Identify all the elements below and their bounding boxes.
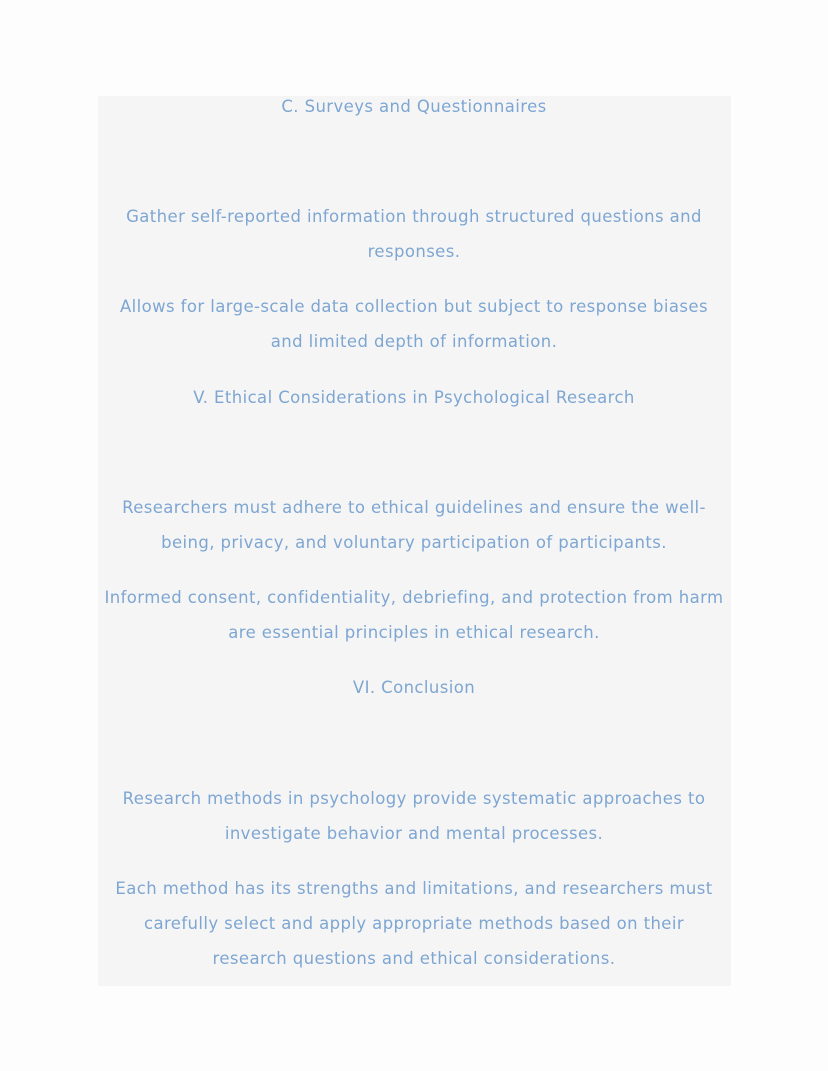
- section-heading-conclusion: VI. Conclusion: [352, 678, 476, 697]
- paragraph-surveys-1: Gather self-reported information through structured questions and responses.: [126, 207, 702, 261]
- paragraph-ethics-1: Researchers must adhere to ethical guidelines and ensure the well-being, privacy, and voluntary participation of participants.: [122, 498, 706, 552]
- paragraph-conclusion-1: Research methods in psychology provide systematic approaches to investigate behavior and mental processes.: [122, 789, 706, 843]
- section-heading-surveys: C. Surveys and Questionnaires: [281, 97, 547, 116]
- paragraph-surveys-2: Allows for large-scale data collection but subject to response biases and limited depth of information.: [120, 297, 708, 351]
- paragraph-conclusion-2: Each method has its strengths and limitations, and researchers must carefully select and apply appropriate methods based on their research questions and ethical considerations.: [115, 879, 713, 968]
- paragraph-ethics-2: Informed consent, confidentiality, debriefing, and protection from harm are essential principles in ethical research.: [104, 588, 724, 642]
- section-heading-ethics: V. Ethical Considerations in Psychological Research: [193, 388, 635, 407]
